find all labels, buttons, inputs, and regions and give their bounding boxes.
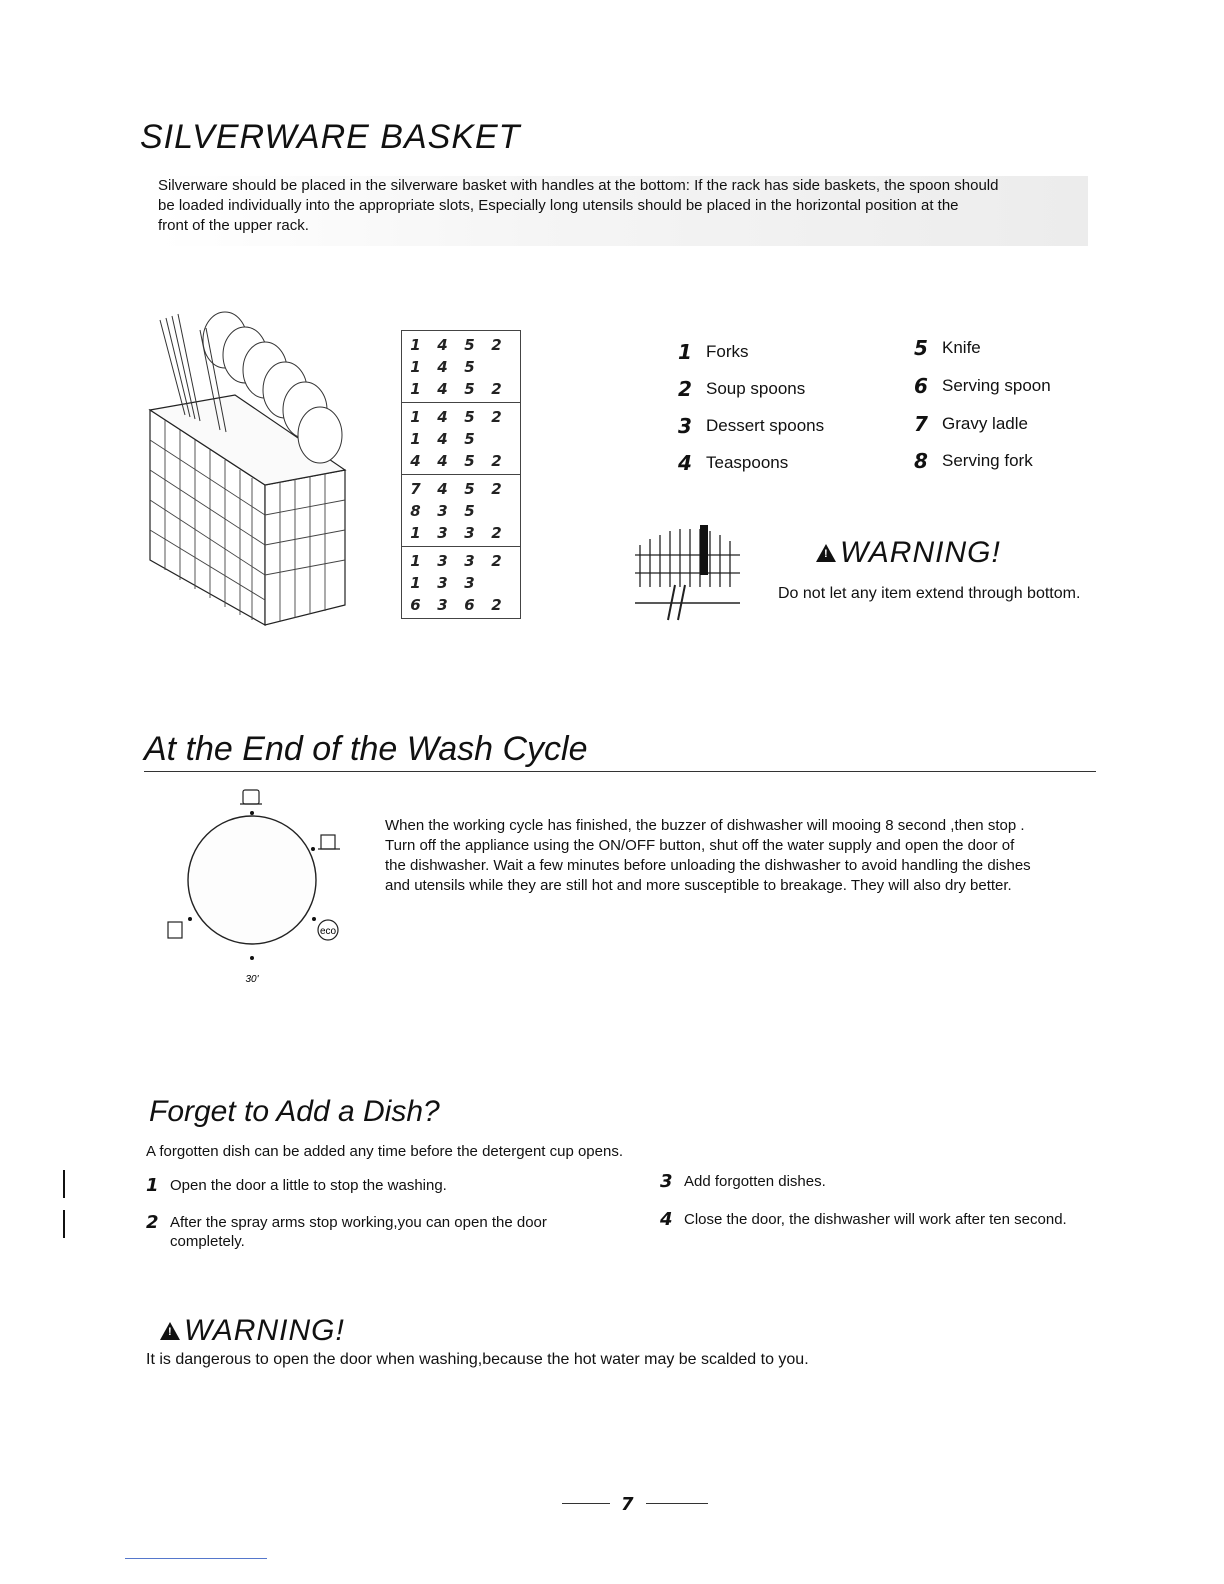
grid-cell: 4 <box>437 430 448 448</box>
bottom-warning-text: It is dangerous to open the door when washing,because the hot water may be scalded to you. <box>146 1351 809 1368</box>
forget-step-3 <box>660 1172 826 1191</box>
grid-cell: 6 <box>410 596 421 614</box>
grid-cell: 2 <box>491 452 502 470</box>
grid-cell: 3 <box>437 552 448 570</box>
grid-cell: 4 <box>437 358 448 376</box>
svg-text:eco: eco <box>319 926 337 937</box>
page-number-rule-left <box>562 1503 610 1504</box>
grid-row <box>402 356 520 378</box>
grid-cell: 4 <box>410 452 421 470</box>
grid-cell: 3 <box>464 574 475 592</box>
end-cycle-rule <box>144 771 1096 772</box>
end-cycle-text <box>385 816 1105 896</box>
bottom-warning-title <box>160 1314 345 1348</box>
legend-num: 4 <box>678 451 692 475</box>
grid-row <box>402 478 520 500</box>
warning-triangle-icon <box>816 544 836 562</box>
step-text: Close the door, the dishwasher will work after ten second. <box>684 1211 1067 1228</box>
warning-heading: WARNING! <box>840 536 1001 569</box>
grid-cell: 1 <box>410 336 421 354</box>
intro-line-1: Silverware should be placed in the silverware basket with handles at the bottom: If the rack has side baskets, the spoon should <box>158 177 999 194</box>
grid-cell: 5 <box>464 408 475 426</box>
silverware-intro <box>158 176 1088 246</box>
end-cycle-line-2: Turn off the appliance using the ON/OFF button, shut off the water supply and open the door of <box>385 837 1015 854</box>
legend-item-soup-spoons <box>678 377 805 401</box>
legend-label: Soup spoons <box>706 379 806 398</box>
grid-cell: 1 <box>410 574 421 592</box>
grid-cell: 2 <box>491 596 502 614</box>
legend-num: 8 <box>914 449 928 473</box>
step-num: 3 <box>660 1171 673 1192</box>
grid-cell: 3 <box>437 502 448 520</box>
grid-cell: 5 <box>464 430 475 448</box>
grid-cell: 5 <box>464 480 475 498</box>
forget-intro: A forgotten dish can be added any time before the detergent cup opens. <box>146 1143 624 1160</box>
end-cycle-line-3: the dishwasher. Wait a few minutes before unloading the dishwasher to avoid handling the dishes <box>385 857 1031 874</box>
margin-bar-2 <box>63 1210 65 1238</box>
legend-item-serving-fork <box>914 449 1033 473</box>
grid-cell: 2 <box>491 408 502 426</box>
rack-bottom-illustration <box>630 525 745 635</box>
step-text: Add forgotten dishes. <box>684 1173 826 1190</box>
margin-bar-1 <box>63 1170 65 1198</box>
grid-cell: 8 <box>410 502 421 520</box>
step-text-cont: completely. <box>170 1233 245 1250</box>
cup-icon <box>318 835 340 849</box>
silverware-warning-text: Do not let any item extend through bottom. <box>778 585 1081 602</box>
end-cycle-line-1: When the working cycle has finished, the buzzer of dishwasher will mooing 8 second ,then stop . <box>385 817 1025 834</box>
end-cycle-title: At the End of the Wash Cycle <box>144 730 588 768</box>
grid-block <box>401 403 521 475</box>
legend-label: Forks <box>706 342 749 361</box>
grid-cell: 7 <box>410 480 421 498</box>
legend-num: 6 <box>914 374 928 398</box>
step-num: 4 <box>660 1209 673 1230</box>
legend-label: Knife <box>942 338 981 357</box>
legend-item-gravy-ladle <box>914 412 1028 436</box>
grid-row <box>402 378 520 400</box>
legend-item-teaspoons <box>678 451 788 475</box>
step-text: After the spray arms stop working,you can open the door <box>170 1214 547 1231</box>
step-num: 2 <box>146 1212 159 1233</box>
rapid-30-icon <box>245 974 259 985</box>
grid-row <box>402 522 520 544</box>
legend-num: 2 <box>678 377 692 401</box>
grid-cell: 4 <box>437 336 448 354</box>
legend-item-dessert-spoons <box>678 414 824 438</box>
grid-cell: 1 <box>410 430 421 448</box>
grid-row <box>402 406 520 428</box>
warning-triangle-icon <box>160 1322 180 1340</box>
grid-row <box>402 450 520 472</box>
grid-cell: 2 <box>491 552 502 570</box>
grid-cell: 2 <box>491 336 502 354</box>
legend-item-serving-spoon <box>914 374 1051 398</box>
grid-cell: 1 <box>410 380 421 398</box>
prewash-icon <box>168 922 182 938</box>
grid-cell: 1 <box>410 358 421 376</box>
grid-cell: 3 <box>437 574 448 592</box>
step-text: Open the door a little to stop the washing. <box>170 1177 447 1194</box>
grid-block <box>401 547 521 619</box>
grid-cell: 1 <box>410 408 421 426</box>
eco-icon <box>318 920 338 940</box>
grid-cell: 2 <box>491 380 502 398</box>
grid-cell: 5 <box>464 336 475 354</box>
step-num: 1 <box>146 1175 159 1196</box>
pot-icon <box>240 790 262 804</box>
grid-cell: 2 <box>491 480 502 498</box>
page-number: 7 <box>621 1494 634 1515</box>
silverware-slot-grid <box>401 330 521 619</box>
legend-label: Serving spoon <box>942 376 1051 395</box>
grid-row <box>402 572 520 594</box>
grid-cell: 2 <box>491 524 502 542</box>
grid-cell: 3 <box>437 596 448 614</box>
intro-line-2: be loaded individually into the appropriate slots, Especially long utensils should be placed in the horizontal position at the <box>158 197 959 214</box>
end-cycle-line-4: and utensils while they are still hot and more susceptible to breakage. They will also dry better. <box>385 877 1012 894</box>
footer-link-rule <box>125 1558 267 1559</box>
grid-cell: 4 <box>437 452 448 470</box>
legend-item-knife <box>914 336 981 360</box>
grid-cell: 5 <box>464 358 475 376</box>
grid-block <box>401 475 521 547</box>
page-number-rule-right <box>646 1503 708 1504</box>
grid-cell: 5 <box>464 502 475 520</box>
legend-label: Gravy ladle <box>942 414 1028 433</box>
grid-cell: 4 <box>437 408 448 426</box>
silverware-warning-title <box>816 536 1001 570</box>
forget-step-1 <box>146 1176 447 1195</box>
legend-label: Serving fork <box>942 451 1033 470</box>
grid-cell: 1 <box>410 524 421 542</box>
silverware-title: SILVERWARE BASKET <box>140 118 521 156</box>
forget-step-4 <box>660 1210 1067 1229</box>
legend-label: Teaspoons <box>706 453 789 472</box>
intro-line-3: front of the upper rack. <box>158 217 309 234</box>
grid-row <box>402 500 520 522</box>
grid-cell: 4 <box>437 380 448 398</box>
grid-cell: 4 <box>437 480 448 498</box>
legend-num: 1 <box>678 340 692 364</box>
grid-block <box>401 330 521 403</box>
grid-cell: 5 <box>464 380 475 398</box>
grid-cell: 6 <box>464 596 475 614</box>
legend-num: 7 <box>914 412 928 436</box>
warning-heading: WARNING! <box>184 1314 345 1347</box>
legend-label: Dessert spoons <box>706 416 825 435</box>
grid-cell: 1 <box>410 552 421 570</box>
svg-text:30': 30' <box>245 974 259 985</box>
grid-row <box>402 594 520 616</box>
grid-cell: 3 <box>464 552 475 570</box>
legend-item-forks <box>678 340 749 364</box>
grid-cell: 5 <box>464 452 475 470</box>
forget-title: Forget to Add a Dish? <box>149 1095 440 1128</box>
grid-cell: 3 <box>437 524 448 542</box>
legend-num: 3 <box>678 414 692 438</box>
forget-step-2 <box>146 1213 547 1251</box>
grid-row <box>402 428 520 450</box>
legend-num: 5 <box>914 336 928 360</box>
silverware-basket-illustration <box>140 300 355 630</box>
grid-row <box>402 550 520 572</box>
program-dial-illustration <box>150 780 360 990</box>
grid-cell: 3 <box>464 524 475 542</box>
grid-row <box>402 334 520 356</box>
